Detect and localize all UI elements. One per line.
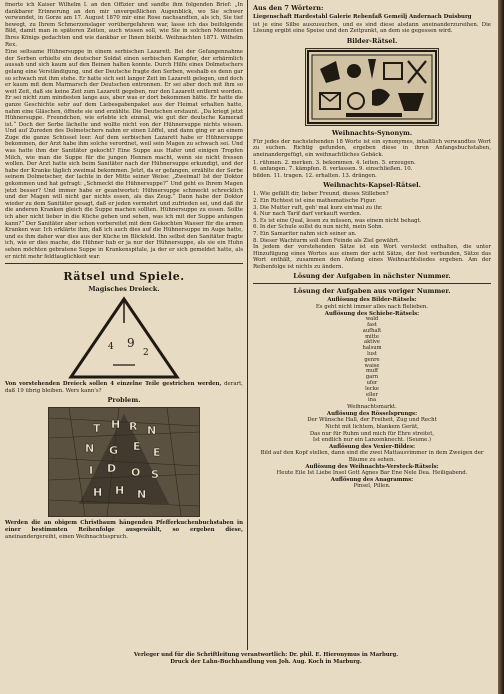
svg-text:T: T xyxy=(93,422,101,436)
problem-caption-bold: Werden die an obigem Christbaum hängenden Pfefferkuchenbuchstaben in einer bestimmten Reihenfolge ausgewählt, so ergeben diese, xyxy=(5,520,243,533)
svg-text:N: N xyxy=(147,424,157,438)
solution-stair-title: Auflösung des Schiebe-Rätsels: xyxy=(324,310,420,317)
capsule-riddle-title: Weihnachts-Kapsel-Rätsel. xyxy=(323,181,421,190)
capsule-item: 6. In der Schule sollst du nun nicht, mein Sohn. xyxy=(253,224,384,231)
triangle-number-right: 2 xyxy=(143,348,149,359)
column-rule xyxy=(247,0,248,650)
svg-text:R: R xyxy=(129,420,138,434)
magic-caption-bold: Von vorstehenden Dreieck sollen 4 einzelne Teile gestrichen werden, xyxy=(5,381,222,388)
stair-word: eller xyxy=(366,391,378,398)
stair-word: muff xyxy=(366,368,378,375)
stair-word: fast xyxy=(367,322,377,329)
solutions-title: Lösung der Aufgaben aus voriger Nummer. xyxy=(293,287,451,296)
riddle-line: Der Wünsche Hall, der Freiheit, Zug und Recht xyxy=(307,417,437,424)
synonym-list-line: 6. anfangen. 7. kämpfen. 8. verlassen. 9. einschließen. 10. xyxy=(253,166,413,173)
magic-triangle-icon xyxy=(5,295,243,381)
stair-word-list xyxy=(253,317,491,404)
stair-word: ufer xyxy=(366,380,378,387)
intro-paragraph: fmerte ich Kaiser Wilhelm I. an den Offizier und sandte ihm folgenden Brief: „In dankbarer Erinnerung an den mir unvergeßlichen Augenblick, wo Sie schwer verwundet, in Gorze am 17. August 1870 mir eine Rose nachsandten, als ich, Sie tief bewegt, zu Ihrem Schmerzenslager vorübergefahren war, lasse ich das beifolgende Bild, damit man in späteren Zeiten, auch wissen soll, wie Sie in solchen Momenten Ihres Königs gedachten und wie dankbar er Ihnen bleibt. Weihnachten 1871. Wilhelm Rex. xyxy=(5,2,243,48)
christmas-tree-letters-icon xyxy=(49,408,199,516)
right-column xyxy=(253,2,491,490)
rebus-picture-icon xyxy=(306,49,438,125)
rebus-picture xyxy=(305,48,439,126)
hühnersuppe-story: Eine seltsame Hühnersuppe in einem serbischen Lazarett. Bei der Gefangennahme der Serben erhielte ein deutscher Soldat einen serbischen Kampfer, der erbärmlich aussah und sich kaum auf den Beinen halten konnte. Durch Hilfe eines Dolmetschers gelang eine Verständigung, und der Deutsche fragte den Serben, weshalb es denn gar so schwach mit ihm stehe. Er hatte sich seit langer Zeit im Lazarett gelegen, und doch er kaum mit dem Marmarsch der Deutschen entronnen. Er sei aber doch mit ihm so weit Zeit, daß sie keine Zeit zum Lazarett gegeben, nur den Lazarett entfernt worden. Er sei nicht zum mindesten lange aus, aber was er dort bekommen hätte. Er hatte die ganze Geschichte sehr auf dem Liebesgabenpaket aus der Heimat erhalten hatte, nahm eine Gläschen, öffnete sie und erzählte. Die Deutschen erstaunt. „Da kriegt jetzt Hühnersuppe. Freundchen, wie erlebte ich einmal, wie gut der deutsche Kamerad ist.“ Doch der Serbe lächelte und wollte nicht von der Hühnersuppe nichts wissen. Und auf Zureden des Dolmetschers nahm er einen Löffel, und dann ging er an einem Zuge die ganze Schüssel leer. Auf dem serbischen Lazarett habe er Hühnersuppe bekommen, der Arzt habe ihm solche verordnet, weil sein Magen zu schwach sei. Und was hatte ihm der Sanitäter gekocht? Eine Suppe aus Hafer und einigen Tropfen Milch, wie man die Suppe für die jungen Hennen macht, wenn sie nicht fressen wollen. Der Arzt hatte sich beim Sanitäter nach der Hühnersuppe erkundigt, und der habe der Kranke täglich zweimal bekommen. Jetzt, da er gefangen, erzählte der Serbe seinem Dolmetscher, der lachte in der Mitte seiner Weise: „Zweimal! Ist der Doktor gekommen und hat gefragt: „Schmeckt die Hühnersuppe?“ Und geht es Ihrem Magen jetzt besser? Und immer habe er geantwortet: Hühnersuppe schmeckt schrecklich und der Magen will nicht gar nichts essen, als das Zeug.“ Dann habe der Doktor wieder zu dem Sanitäter gesagt, daß er jeden vermehrt und zufrieden sei, und daß ihr die anderen Kranken gleich die Suppe machen sollten. Hühnersuppe zu essen. Sollte ich aber nicht lieber in die Küche gehen und sehen, was ich mit der Suppe anfangen kann?“ Der Sanitäter aber schon vorbereitet mit dem Gekochten Wasser für die armen Kranken war. Ich erklärte ihm, daß ich auch dies auf die Hühnersuppe im Auge hatte, und es ihm daher war dies aus der Küche im Blickfeld. Ihn selbst den Sanitäter fragte ich, wie er dies mache, die Hühner hab er ja nur der Hühnersuppe, als sie ein Huhn sehen möchten gebratene Suppe in Krankenspitale, ja der er sich gemeldet hatte, als er nicht mehr feldtauglichkeit war. xyxy=(5,49,243,260)
magic-triangle-figure xyxy=(5,295,243,381)
capsule-text: In jedem der vorstehenden Sätze ist ein Wort versteckt enthalten, die unter Hinzufügung eines Wortes aus einem der acht Sätze, der fest verbunden, Sätze das Wort enthält, zusammen den Anfang eines Weihnachtsliedes ergeben. Am der Reihenfolge ist nichts zu ändern. xyxy=(253,244,491,270)
magic-caption xyxy=(5,381,243,394)
footer-line: Verleger und für die Schriftleitung verantwortlich: Dr. phil. E. Hieronymus in Marburg. xyxy=(133,652,399,658)
capsule-item: 5. Es ist eine Qual, lesen zu müssen, was einem nicht behagt. xyxy=(253,217,422,224)
svg-text:H: H xyxy=(93,486,103,500)
stair-word: garn xyxy=(365,374,379,381)
svg-text:N: N xyxy=(85,442,95,456)
problem-caption xyxy=(5,520,243,540)
triangle-number-center: 9 xyxy=(127,336,135,351)
synonym-list-line: bilden. 11. tragen. 12. erhalten. 13. drängen. xyxy=(253,172,377,179)
problem-caption-rest: aneinandergereiht, einen Weihnachtsspruch. xyxy=(5,533,128,540)
solution-picture-text: Es geht nicht immer alles nach Belieben. xyxy=(315,304,429,311)
stair-word: aktive xyxy=(364,339,380,346)
triangle-number-left: 4 xyxy=(108,342,114,353)
svg-text:H: H xyxy=(111,418,121,432)
svg-text:E: E xyxy=(153,446,161,460)
problem-title: Problem. xyxy=(107,396,141,405)
synonym-list-line: 1. rühmen. 2. merken. 3. bekommen. 4. leiten. 5. erzeugen. xyxy=(253,159,416,166)
solution-anagram-title: Auflösung des Anagramms: xyxy=(330,476,414,483)
capsule-item: 8. Dieser Wachturm soll dem Feinde als Ziel gewährt. xyxy=(253,237,400,244)
riddle-line: Das nur für Ruhm und mich für Ehre streitet, xyxy=(309,430,435,437)
svg-text:D: D xyxy=(107,462,117,476)
riddle-line: Ist endlich nur ein Lanzenknecht. (Seume.) xyxy=(312,437,432,444)
picture-riddle-title: Bilder-Rätsel. xyxy=(346,36,398,45)
svg-text:S: S xyxy=(151,468,159,482)
synonym-title: Weihnachts-Synonym. xyxy=(331,128,413,137)
word-riddle-list: Liegenschaft Hardestahl Galerie Rebenfaß Gemeilj Andernach Duisburg xyxy=(253,14,472,20)
stair-word: waise xyxy=(364,362,380,369)
stair-word: lecke xyxy=(365,385,379,392)
synonym-text: Für jedes der nachstehenden 18 Worte ist ein synonymes, inhaltlich verwandtes Wort zu suchen. Richtig gefunden, ergeben diese in ihren Anfangsbuchstaben, aneinandergefügt, ein weihnachtliches Gebäck. xyxy=(253,138,491,158)
footer-line: Druck der Lahn-Buchhandlung von Joh. Aug. Koch in Marburg. xyxy=(170,659,362,665)
publisher-footer xyxy=(96,652,436,666)
capsule-item: 4. Nur nach Tarif darf verkauft werden. xyxy=(253,211,362,218)
svg-text:N: N xyxy=(137,488,147,502)
solution-number-title: Auflösung des Weihnachts-Versteck-Rätsels: xyxy=(305,463,439,470)
stair-word: ina xyxy=(367,397,377,404)
solution-vexier-title: Auflösung des Vexier-Bildes: xyxy=(328,443,415,450)
solution-picture-title: Auflösung des Bilder-Rätsels: xyxy=(327,297,417,304)
stair-word: mitte xyxy=(365,333,379,340)
svg-text:O: O xyxy=(131,466,141,480)
solution-anagram-text: Pinsel, Pillen. xyxy=(353,483,391,490)
stair-word: halsum xyxy=(362,345,382,352)
section-heading: Rätsel und Spiele. xyxy=(63,270,185,284)
stair-result: Weihnachtsmarkt. xyxy=(347,404,397,411)
left-column xyxy=(5,2,243,541)
svg-text:E: E xyxy=(133,440,141,454)
solution-riddle-title: Auflösung des Rösselsprungs: xyxy=(326,410,418,417)
word-riddle-instruction: ist je eine Silbe auszusuchen, und es sind diese alsdann aneinanderzureihen. Die Lösung ergibt eine Speise und den Zeitpunkt, an dem sie gegessen wird. xyxy=(253,21,491,35)
stair-word: wald xyxy=(365,316,379,323)
stair-word: aufhalt xyxy=(362,327,382,334)
divider xyxy=(5,263,243,264)
christmas-tree-picture xyxy=(48,407,200,517)
capsule-item: 3. Die Mutter ruft, geh' mal kurz ein'mal zu ihr. xyxy=(253,204,383,211)
divider xyxy=(253,283,491,284)
magic-caption-rest: derart, daß 19 übrig bleiben. Wers kann's? xyxy=(5,381,243,394)
capsule-item: 1. Wie gefällt dir, lieber Freund, dieses Stilleben? xyxy=(253,191,389,198)
capsule-item: 2. Ein Richtest ist eine mathematische Figur. xyxy=(253,197,377,204)
magic-triangle-title: Magisches Dreieck. xyxy=(88,285,160,294)
stair-word: genre xyxy=(364,356,380,363)
stair-word: lust xyxy=(367,351,377,358)
page-edge-shadow xyxy=(498,0,504,694)
svg-text:G: G xyxy=(109,444,119,458)
capsule-item: 7. Ein Samariter nahm sich seiner an. xyxy=(253,230,357,237)
solution-number-text: Heute Eile Ist Liebe Insel Gott Agnes Bar Ene Nele Dea. Heiligabend. xyxy=(276,470,468,477)
svg-text:I: I xyxy=(89,464,94,478)
svg-text:H: H xyxy=(115,484,125,498)
solution-vexier-text: Bild auf den Kopf stellen, dann sind die zwei Mattausvimmer in dem Zweigen der Bäume zu sehen. xyxy=(260,450,484,463)
riddle-line: Nicht mit lichtem, blankem Gerät, xyxy=(325,423,419,430)
capsule-notice: Lösung der Aufgaben in nächster Nummer. xyxy=(293,272,451,281)
word-riddle-title: Aus den 7 Wörtern: xyxy=(253,4,324,12)
